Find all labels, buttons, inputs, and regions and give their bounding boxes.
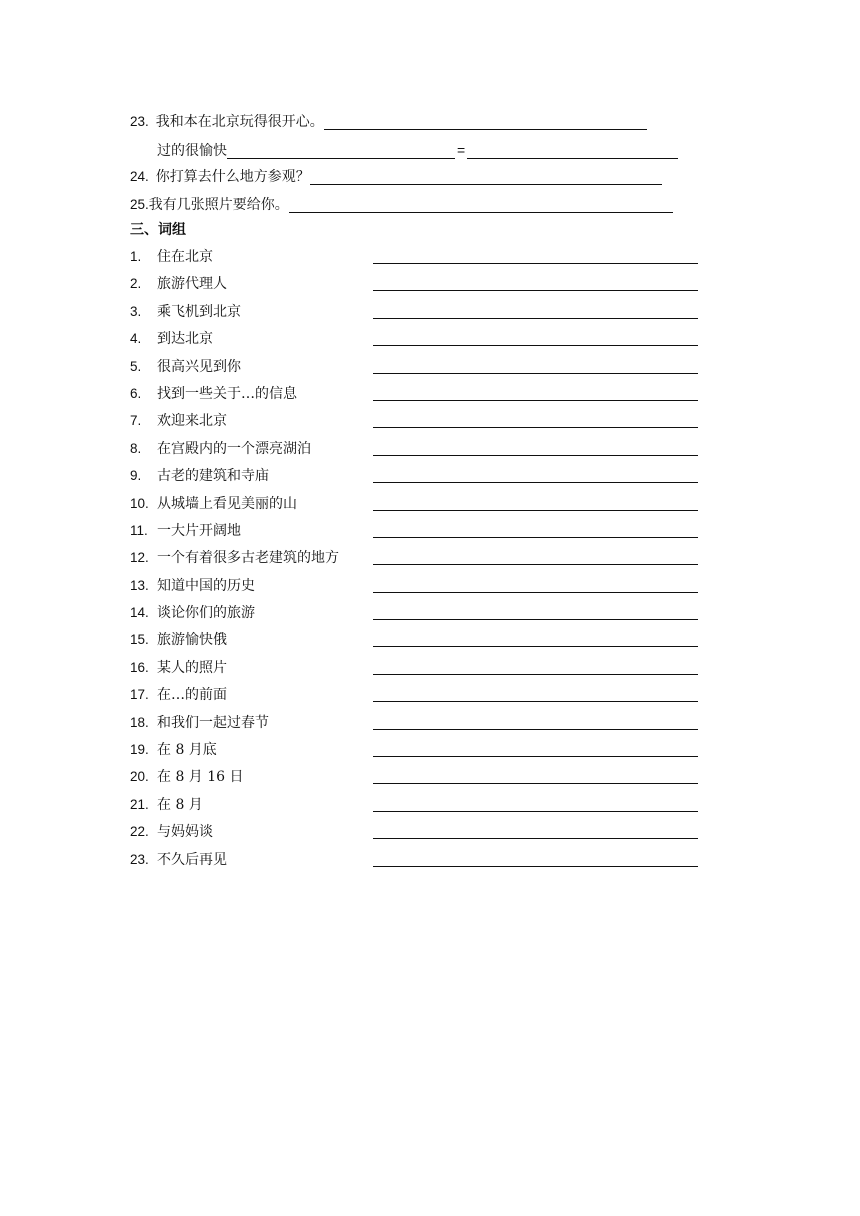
- phrase-row: [130, 301, 700, 328]
- phrase-row: [130, 273, 700, 300]
- phrase-number: 22.: [130, 824, 149, 840]
- phrase-text: 找到一些关于…的信息: [157, 385, 297, 402]
- phrase-text: 乘飞机到北京: [157, 303, 241, 320]
- answer-blank[interactable]: [373, 263, 698, 264]
- phrase-text: 和我们一起过春节: [157, 714, 269, 731]
- phrase-row: [130, 493, 700, 520]
- phrase-text: 旅游愉快俄: [157, 632, 227, 649]
- answer-blank[interactable]: [373, 537, 698, 538]
- sentence-text: 过的很愉快: [157, 143, 227, 159]
- answer-blank[interactable]: [373, 427, 698, 428]
- answer-blank[interactable]: [373, 811, 698, 812]
- phrase-row: [130, 410, 700, 437]
- phrase-number: 17.: [130, 687, 149, 703]
- phrase-text: 谈论你们的旅游: [157, 605, 255, 622]
- phrase-row: [130, 246, 700, 273]
- phrase-row: [130, 383, 700, 410]
- phrase-row: [130, 575, 700, 602]
- phrase-number: 11.: [130, 522, 148, 538]
- phrase-row: [130, 438, 700, 465]
- phrase-number: 9.: [130, 468, 142, 484]
- phrase-text: 在…的前面: [157, 687, 227, 704]
- phrase-text: 在宫殿内的一个漂亮湖泊: [157, 440, 311, 457]
- phrase-row: [130, 684, 700, 711]
- answer-blank[interactable]: [373, 756, 698, 757]
- phrase-text: 到达北京: [157, 331, 213, 348]
- sentence-text: 我和本在北京玩得很开心。: [155, 114, 324, 130]
- phrase-row: [130, 629, 700, 656]
- sentence-number: 25.: [130, 197, 149, 212]
- phrase-text: 住在北京: [157, 249, 213, 265]
- phrase-row: [130, 328, 700, 355]
- answer-blank[interactable]: [373, 866, 698, 867]
- phrase-text: 在 8 月: [157, 796, 203, 813]
- sentence-text: 你打算去什么地方参观？: [155, 169, 310, 185]
- answer-blank[interactable]: [373, 619, 698, 620]
- phrase-row: [130, 356, 700, 383]
- phrase-number: 6.: [130, 385, 142, 401]
- phrase-number: 8.: [130, 440, 142, 456]
- phrase-row: [130, 465, 700, 492]
- section-title: 三、词组: [130, 222, 186, 238]
- phrase-row: [130, 849, 700, 876]
- answer-blank[interactable]: [373, 729, 698, 730]
- phrase-row: [130, 794, 700, 821]
- answer-blank[interactable]: [373, 290, 698, 291]
- answer-blank[interactable]: [373, 345, 698, 346]
- sentence-text: 我有几张照片要给你。: [148, 197, 289, 213]
- phrase-number: 4.: [130, 331, 142, 347]
- answer-blank[interactable]: [373, 564, 698, 565]
- phrase-row: [130, 712, 700, 739]
- sentence-number: 24.: [130, 169, 149, 184]
- phrase-text: 与妈妈谈: [157, 824, 213, 841]
- phrase-number: 2.: [130, 276, 142, 292]
- answer-blank[interactable]: [373, 455, 698, 456]
- answer-blank[interactable]: [373, 592, 698, 593]
- answer-blank[interactable]: [373, 400, 698, 401]
- phrase-text: 从城墙上看见美丽的山: [157, 495, 297, 512]
- phrase-row: [130, 657, 700, 684]
- phrase-text: 在 8 月 16 日: [157, 769, 244, 786]
- sentence-number: 23.: [130, 114, 149, 129]
- phrase-number: 20.: [130, 769, 149, 785]
- phrase-row: [130, 520, 700, 547]
- phrase-row: [130, 766, 700, 793]
- phrase-number: 14.: [130, 605, 149, 621]
- phrase-text: 欢迎来北京: [157, 413, 227, 430]
- equals-sign: =: [457, 142, 466, 158]
- phrase-number: 12.: [130, 550, 149, 566]
- phrase-row: [130, 739, 700, 766]
- answer-blank[interactable]: [373, 373, 698, 374]
- phrase-row: [130, 547, 700, 574]
- answer-blank[interactable]: [373, 783, 698, 784]
- answer-blank[interactable]: [467, 142, 678, 159]
- phrase-number: 23.: [130, 851, 149, 867]
- phrase-number: 7.: [130, 413, 142, 429]
- phrase-number: 21.: [130, 796, 149, 812]
- sentence-23-rewrite: [157, 139, 678, 161]
- answer-blank[interactable]: [373, 510, 698, 511]
- phrase-text: 很高兴见到你: [157, 358, 241, 375]
- phrase-text: 旅游代理人: [157, 276, 227, 293]
- answer-blank[interactable]: [373, 674, 698, 675]
- phrase-row: [130, 602, 700, 629]
- answer-blank[interactable]: [373, 701, 698, 702]
- phrase-number: 15.: [130, 632, 149, 648]
- phrase-list: [130, 246, 700, 876]
- sentence-23: [130, 111, 647, 133]
- phrase-text: 在 8 月底: [157, 742, 217, 759]
- phrase-text: 不久后再见: [157, 851, 227, 868]
- phrase-text: 一个有着很多古老建筑的地方: [157, 550, 339, 567]
- phrase-number: 13.: [130, 577, 149, 593]
- answer-blank[interactable]: [373, 318, 698, 319]
- phrase-text: 某人的照片: [157, 659, 227, 676]
- phrase-text: 一大片开阔地: [157, 522, 241, 539]
- answer-blank[interactable]: [373, 646, 698, 647]
- phrase-text: 知道中国的历史: [157, 577, 255, 594]
- phrase-number: 5.: [130, 358, 142, 374]
- answer-blank[interactable]: [289, 196, 673, 213]
- sentence-24: [130, 166, 662, 188]
- answer-blank[interactable]: [373, 838, 698, 839]
- answer-blank[interactable]: [227, 142, 455, 159]
- phrase-number: 10.: [130, 495, 149, 511]
- answer-blank[interactable]: [310, 168, 662, 185]
- phrase-number: 19.: [130, 742, 149, 758]
- phrase-text: 古老的建筑和寺庙: [157, 468, 269, 485]
- phrase-number: 1.: [130, 249, 142, 264]
- phrase-row: [130, 821, 700, 848]
- phrase-number: 16.: [130, 659, 149, 675]
- answer-blank[interactable]: [373, 482, 698, 483]
- answer-blank[interactable]: [324, 113, 647, 130]
- sentence-25: [130, 194, 673, 216]
- phrase-number: 3.: [130, 303, 142, 319]
- phrase-number: 18.: [130, 714, 149, 730]
